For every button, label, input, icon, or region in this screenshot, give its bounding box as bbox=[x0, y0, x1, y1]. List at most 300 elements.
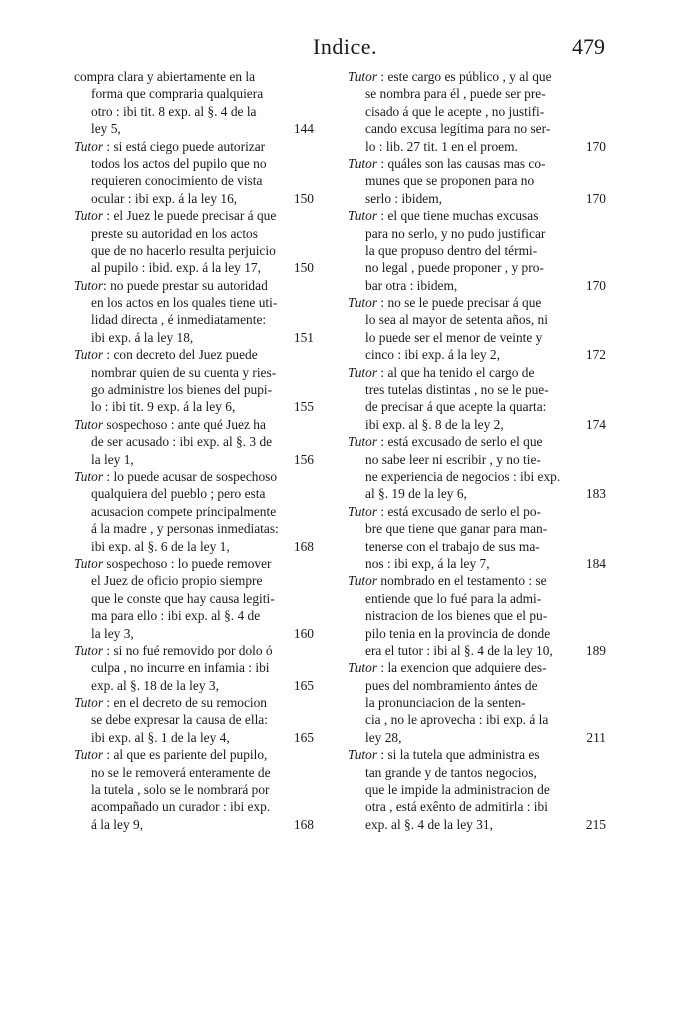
entry-line-text bbox=[365, 330, 542, 345]
index-entry bbox=[348, 659, 606, 746]
entry-term: Tutor bbox=[74, 416, 104, 432]
entry-text: ley 5, bbox=[91, 121, 121, 137]
entry-line-text bbox=[91, 156, 267, 171]
entry-line bbox=[74, 607, 314, 624]
entry-text: tres tutelas distintas , no se le pue- bbox=[365, 382, 549, 398]
entry-text: que le conste que hay causa legiti- bbox=[91, 590, 275, 606]
entry-text: : al que ha tenido el cargo de bbox=[377, 364, 535, 380]
page-header bbox=[90, 34, 605, 62]
entry-line-text bbox=[91, 521, 279, 536]
entry-text: todos los actos del pupilo que no bbox=[91, 155, 267, 171]
entry-line bbox=[348, 381, 606, 398]
entry-text: ocular : ibi exp. á la ley 16, bbox=[91, 190, 238, 206]
entry-line-text bbox=[91, 660, 269, 675]
page-reference: 170 bbox=[585, 277, 606, 293]
entry-line bbox=[348, 590, 606, 607]
page-reference: 150 bbox=[293, 190, 314, 206]
entry-line-text bbox=[365, 312, 548, 327]
entry-line-text bbox=[348, 504, 541, 519]
entry-line bbox=[74, 746, 314, 763]
entry-line bbox=[74, 798, 314, 815]
entry-term: Tutor bbox=[348, 660, 378, 676]
entry-text: : este cargo es público , y al que bbox=[377, 69, 552, 84]
entry-line-text bbox=[74, 278, 268, 293]
entry-line-text bbox=[365, 173, 534, 188]
entry-term: Tutor bbox=[348, 747, 378, 763]
entry-line-text bbox=[91, 782, 270, 797]
entry-term: Tutor bbox=[74, 208, 104, 224]
entry-line-text bbox=[365, 416, 504, 433]
page-reference: 215 bbox=[585, 816, 606, 832]
entry-text: que le impide la administracion de bbox=[365, 782, 550, 798]
entry-term: Tutor bbox=[74, 747, 104, 763]
entry-line bbox=[74, 659, 314, 676]
entry-line bbox=[74, 346, 314, 363]
entry-line bbox=[348, 816, 606, 833]
entry-line-text bbox=[365, 608, 547, 623]
page-reference: 150 bbox=[293, 260, 314, 276]
entry-line bbox=[74, 520, 314, 537]
entry-line-text bbox=[365, 555, 490, 572]
page-reference: 168 bbox=[293, 816, 314, 832]
entry-text: pilo tenia en la provincia de donde bbox=[365, 625, 551, 641]
entry-text: en los actos en los quales tiene uti- bbox=[91, 295, 278, 311]
entry-term: Tutor bbox=[348, 69, 378, 84]
entry-line bbox=[348, 659, 606, 676]
entry-text: de precisar á que acepte la quarta: bbox=[365, 399, 547, 415]
entry-line bbox=[348, 294, 606, 311]
entry-text: la ley 1, bbox=[91, 451, 134, 467]
entry-line bbox=[74, 138, 314, 155]
entry-text: go administre los bienes del pupi- bbox=[91, 382, 273, 398]
entry-term: Tutor bbox=[348, 573, 378, 589]
entry-line bbox=[74, 259, 314, 276]
entry-line-text bbox=[348, 573, 547, 588]
entry-line-text bbox=[91, 365, 276, 380]
page-reference: 155 bbox=[293, 399, 314, 415]
entry-line bbox=[74, 590, 314, 607]
entry-line-text bbox=[91, 295, 277, 310]
entry-text: entiende que lo fué para la admi- bbox=[365, 590, 542, 606]
entry-term: Tutor bbox=[348, 434, 378, 450]
entry-line-text bbox=[74, 208, 276, 223]
entry-line bbox=[348, 555, 606, 572]
page-reference: 172 bbox=[585, 347, 606, 363]
entry-line bbox=[348, 711, 606, 728]
entry-line bbox=[348, 225, 606, 242]
entry-text: se nombra para él , puede ser pre- bbox=[365, 86, 546, 102]
entry-line-text bbox=[365, 678, 538, 693]
entry-line-text bbox=[91, 329, 193, 346]
entry-text: lo : lib. 27 tit. 1 en el proem. bbox=[365, 138, 518, 154]
entry-text: bar otra : ibidem, bbox=[365, 277, 458, 293]
entry-line-text bbox=[91, 259, 261, 276]
entry-line-text bbox=[365, 521, 547, 536]
page-reference: 183 bbox=[585, 486, 606, 502]
page-reference: 189 bbox=[585, 642, 606, 658]
entry-term: Tutor bbox=[74, 468, 104, 484]
entry-line-text bbox=[91, 712, 268, 727]
entry-term: Tutor bbox=[74, 695, 104, 711]
page-reference: 211 bbox=[586, 729, 606, 745]
entry-line-text bbox=[365, 346, 500, 363]
entry-text: munes que se proponen para no bbox=[365, 173, 535, 189]
entry-line bbox=[74, 68, 314, 85]
index-entry bbox=[348, 68, 606, 155]
entry-line bbox=[74, 381, 314, 398]
entry-text: otra , está exênto de admitirla : ibi bbox=[365, 799, 548, 815]
entry-line bbox=[348, 729, 606, 746]
entry-term: Tutor bbox=[348, 295, 378, 311]
entry-text: nombrar quien de su cuenta y ries- bbox=[91, 364, 277, 380]
entry-line-text bbox=[365, 243, 537, 258]
page-number: 479 bbox=[572, 34, 605, 59]
entry-line-text bbox=[365, 382, 549, 397]
entry-text: no legal , puede proponer , y pro- bbox=[365, 260, 544, 276]
entry-line bbox=[74, 172, 314, 189]
entry-text: la ley 3, bbox=[91, 625, 134, 641]
entry-line bbox=[348, 103, 606, 120]
entry-line bbox=[74, 642, 314, 659]
entry-text: sospechoso : ante qué Juez ha bbox=[103, 416, 266, 432]
entry-line bbox=[74, 451, 314, 468]
entry-line bbox=[348, 416, 606, 433]
entry-text: : la exencion que adquiere des- bbox=[377, 660, 547, 676]
page-reference: 165 bbox=[293, 677, 314, 693]
index-entry bbox=[74, 642, 314, 694]
entry-text: : está excusado de serlo el po- bbox=[377, 503, 542, 519]
entry-line bbox=[74, 85, 314, 102]
entry-text: cisado á que le acepte , no justifi- bbox=[365, 103, 545, 119]
index-entry bbox=[74, 694, 314, 746]
entry-line bbox=[348, 277, 606, 294]
entry-line-text bbox=[91, 120, 121, 137]
entry-line bbox=[74, 242, 314, 259]
entry-line-text bbox=[74, 556, 272, 571]
entry-text: la tutela , solo se le nombrará por bbox=[91, 782, 270, 798]
entry-line bbox=[74, 329, 314, 346]
entry-text: : no puede prestar su autoridad bbox=[103, 277, 268, 293]
entry-line bbox=[74, 625, 314, 642]
entry-line bbox=[74, 677, 314, 694]
entry-text: : lo puede acusar de sospechoso bbox=[103, 468, 278, 484]
entry-line-text bbox=[365, 799, 548, 814]
entry-line-text bbox=[365, 816, 493, 833]
entry-line bbox=[74, 572, 314, 589]
page-reference: 156 bbox=[293, 451, 314, 467]
entry-line-text bbox=[365, 121, 550, 136]
entry-line bbox=[348, 311, 606, 328]
left-column bbox=[74, 68, 314, 833]
entry-text: ibi exp. al §. 8 de la ley 2, bbox=[365, 416, 504, 432]
entry-text: sospechoso : lo puede remover bbox=[103, 555, 272, 571]
entry-line bbox=[348, 694, 606, 711]
entry-text: : está excusado de serlo el que bbox=[377, 434, 543, 450]
entry-line bbox=[74, 503, 314, 520]
entry-text: lidad directa , é inmediatamente: bbox=[91, 312, 267, 328]
entry-line bbox=[74, 416, 314, 433]
entry-line bbox=[74, 294, 314, 311]
entry-text: : si está ciego puede autorizar bbox=[103, 138, 266, 154]
entry-line bbox=[348, 398, 606, 415]
entry-line bbox=[348, 642, 606, 659]
entry-text: : al que es pariente del pupilo, bbox=[103, 747, 268, 763]
entry-line bbox=[74, 433, 314, 450]
index-entry bbox=[74, 277, 314, 347]
entry-line bbox=[74, 485, 314, 502]
entry-text: cia , no le aprovecha : ibi exp. á la bbox=[365, 712, 549, 728]
entry-line-text bbox=[365, 138, 518, 155]
entry-term: Tutor bbox=[74, 347, 104, 363]
page-reference: 170 bbox=[585, 190, 606, 206]
index-entry bbox=[348, 155, 606, 207]
entry-text: á la madre , y personas inmediatas: bbox=[91, 521, 279, 537]
entry-line bbox=[348, 538, 606, 555]
index-entry bbox=[348, 503, 606, 573]
entry-text: nos : ibi exp, á la ley 7, bbox=[365, 555, 490, 571]
entry-text: á la ley 9, bbox=[91, 816, 144, 832]
entry-line-text bbox=[91, 799, 270, 814]
entry-term: Tutor bbox=[74, 277, 104, 293]
entry-line-text bbox=[348, 69, 552, 84]
entry-line bbox=[348, 764, 606, 781]
entry-text: preste su autoridad en los actos bbox=[91, 225, 258, 241]
entry-line bbox=[348, 798, 606, 815]
index-entry bbox=[348, 364, 606, 434]
entry-line-text bbox=[91, 816, 143, 833]
page-reference: 165 bbox=[293, 729, 314, 745]
entry-line bbox=[348, 677, 606, 694]
entry-line-text bbox=[365, 695, 526, 710]
entry-line bbox=[348, 607, 606, 624]
entry-text: el Juez de oficio propio siempre bbox=[91, 573, 263, 589]
index-entry bbox=[74, 468, 314, 555]
entry-text: era el tutor : ibi al §. 4 de la ley 10, bbox=[365, 642, 553, 658]
entry-line bbox=[348, 259, 606, 276]
entry-line bbox=[74, 398, 314, 415]
entry-text: : no se le puede precisar á que bbox=[377, 295, 542, 311]
entry-line-text bbox=[74, 347, 258, 362]
entry-line bbox=[348, 207, 606, 224]
entry-text: ibi exp. al §. 1 de la ley 4, bbox=[91, 729, 230, 745]
entry-term: Tutor bbox=[74, 642, 104, 658]
entry-line bbox=[74, 311, 314, 328]
entry-text: cinco : ibi exp. á la ley 2, bbox=[365, 347, 500, 363]
entry-line bbox=[74, 555, 314, 572]
page-reference: 170 bbox=[585, 138, 606, 154]
entry-line bbox=[348, 346, 606, 363]
index-entry bbox=[74, 555, 314, 642]
entry-line-text bbox=[365, 277, 457, 294]
entry-text: ne experiencia de negocios : ibi exp. bbox=[365, 468, 561, 484]
entry-line-text bbox=[91, 173, 262, 188]
entry-text: tan grande y de tantos negocios, bbox=[365, 764, 537, 780]
entry-line bbox=[348, 746, 606, 763]
entry-line bbox=[74, 277, 314, 294]
entry-line bbox=[74, 190, 314, 207]
entry-line-text bbox=[365, 782, 550, 797]
entry-line-text bbox=[365, 104, 544, 119]
entry-line bbox=[74, 764, 314, 781]
entry-text: ibi exp. al §. 6 de la ley 1, bbox=[91, 538, 230, 554]
entry-line bbox=[348, 364, 606, 381]
entry-text: exp. al §. 18 de la ley 3, bbox=[91, 677, 219, 693]
page-reference: 144 bbox=[293, 121, 314, 137]
entry-line-text bbox=[365, 539, 540, 554]
entry-line-text bbox=[91, 729, 230, 746]
index-entry bbox=[74, 416, 314, 468]
index-entry bbox=[348, 207, 606, 294]
entry-line-text bbox=[91, 312, 266, 327]
entry-text: ibi exp. á la ley 18, bbox=[91, 329, 194, 345]
entry-line-text bbox=[365, 260, 544, 275]
entry-line bbox=[74, 155, 314, 172]
entry-line-text bbox=[74, 695, 267, 710]
entry-text: lo puede ser el menor de veinte y bbox=[365, 329, 543, 345]
entry-line-text bbox=[365, 765, 537, 780]
index-entry bbox=[74, 746, 314, 833]
entry-text: lo : ibi tit. 9 exp. á la ley 6, bbox=[91, 399, 236, 415]
entry-line bbox=[348, 155, 606, 172]
entry-text: nistracion de los bienes que el pu- bbox=[365, 608, 548, 624]
entry-line bbox=[348, 138, 606, 155]
entry-text: la que propuso dentro del térmi- bbox=[365, 242, 538, 258]
entry-text: compra clara y abiertamente en la bbox=[74, 69, 256, 84]
entry-line bbox=[348, 190, 606, 207]
entry-text: : el Juez le puede precisar á que bbox=[103, 208, 277, 224]
entry-line bbox=[348, 433, 606, 450]
entry-text: tenerse con el trabajo de sus ma- bbox=[365, 538, 540, 554]
entry-line-text bbox=[365, 642, 553, 659]
entry-text: acompañado un curador : ibi exp. bbox=[91, 799, 271, 815]
entry-text: ma para ello : ibi exp. al §. 4 de bbox=[91, 608, 261, 624]
entry-line-text bbox=[365, 712, 548, 727]
entry-text: se debe expresar la causa de ella: bbox=[91, 712, 268, 728]
entry-line-text bbox=[365, 591, 541, 606]
index-entry bbox=[74, 68, 314, 138]
entry-line bbox=[348, 520, 606, 537]
entry-line bbox=[348, 329, 606, 346]
entry-text: : si la tutela que administra es bbox=[377, 747, 540, 763]
entry-line-text bbox=[365, 226, 545, 241]
entry-line-text bbox=[348, 660, 547, 675]
entry-line bbox=[348, 451, 606, 468]
entry-text: no sabe leer ni escribir , y no tie- bbox=[365, 451, 541, 467]
entry-line-text bbox=[91, 86, 263, 101]
entry-text: nombrado en el testamento : se bbox=[377, 573, 547, 589]
entry-line bbox=[348, 468, 606, 485]
entry-line-text bbox=[74, 139, 265, 154]
entry-term: Tutor bbox=[348, 364, 378, 380]
entry-line bbox=[348, 572, 606, 589]
entry-line bbox=[348, 68, 606, 85]
entry-text: exp. al §. 4 de la ley 31, bbox=[365, 816, 493, 832]
entry-text: bre que tiene que ganar para man- bbox=[365, 521, 548, 537]
entry-line bbox=[74, 816, 314, 833]
entry-text: : si no fué removido por dolo ó bbox=[103, 642, 273, 658]
entry-line-text bbox=[91, 434, 272, 449]
entry-text: otro : ibi tit. 8 exp. al §. 4 de la bbox=[91, 103, 257, 119]
index-entry bbox=[348, 572, 606, 659]
entry-line-text bbox=[365, 469, 560, 484]
entry-line bbox=[74, 364, 314, 381]
index-entry bbox=[348, 746, 606, 833]
entry-text: serlo : ibidem, bbox=[365, 190, 442, 206]
index-entry bbox=[348, 433, 606, 503]
entry-text: : el que tiene muchas excusas bbox=[377, 208, 539, 224]
entry-line-text bbox=[365, 86, 546, 101]
entry-text: : quáles son las causas mas co- bbox=[377, 155, 546, 171]
entry-line-text bbox=[348, 156, 546, 171]
entry-line-text bbox=[91, 190, 237, 207]
entry-line-text bbox=[91, 226, 258, 241]
entry-line-text bbox=[348, 365, 534, 380]
entry-line-text bbox=[91, 765, 271, 780]
entry-line-text bbox=[91, 625, 134, 642]
entry-line bbox=[348, 485, 606, 502]
entry-line-text bbox=[348, 747, 540, 762]
entry-line bbox=[74, 781, 314, 798]
entry-line-text bbox=[365, 485, 467, 502]
entry-line-text bbox=[74, 747, 267, 762]
entry-line bbox=[348, 625, 606, 642]
entry-line bbox=[348, 85, 606, 102]
page-reference: 151 bbox=[293, 329, 314, 345]
entry-line-text bbox=[74, 69, 255, 84]
entry-text: la pronunciacion de la senten- bbox=[365, 695, 526, 711]
entry-line bbox=[348, 781, 606, 798]
entry-line bbox=[74, 120, 314, 137]
entry-line bbox=[74, 225, 314, 242]
page-reference: 184 bbox=[585, 555, 606, 571]
entry-term: Tutor bbox=[348, 503, 378, 519]
entry-line-text bbox=[91, 382, 272, 397]
page-reference: 160 bbox=[293, 625, 314, 641]
entry-text: de ser acusado : ibi exp. al §. 3 de bbox=[91, 434, 273, 450]
entry-line bbox=[348, 120, 606, 137]
entry-line bbox=[74, 207, 314, 224]
entry-text: al pupilo : ibid. exp. á la ley 17, bbox=[91, 260, 261, 276]
entry-text: : con decreto del Juez puede bbox=[103, 347, 258, 363]
entry-term: Tutor bbox=[74, 555, 104, 571]
entry-line-text bbox=[74, 417, 266, 432]
page-title: Indice. bbox=[313, 34, 377, 59]
entry-line-text bbox=[91, 104, 257, 119]
entry-text: que de no hacerlo resulta perjuicio bbox=[91, 242, 276, 258]
entry-term: Tutor bbox=[348, 208, 378, 224]
entry-line bbox=[74, 729, 314, 746]
entry-line bbox=[74, 538, 314, 555]
entry-text: pues del nombramiento ántes de bbox=[365, 677, 538, 693]
entry-text: no se le removerá enteramente de bbox=[91, 764, 271, 780]
entry-line bbox=[348, 242, 606, 259]
index-entry bbox=[74, 207, 314, 277]
entry-line-text bbox=[91, 486, 265, 501]
entry-text: forma que compraria qualquiera bbox=[91, 86, 264, 102]
entry-term: Tutor bbox=[348, 155, 378, 171]
entry-line bbox=[74, 694, 314, 711]
entry-text: lo sea al mayor de setenta años, ni bbox=[365, 312, 548, 328]
entry-line-text bbox=[91, 591, 275, 606]
entry-text: ley 28, bbox=[365, 729, 402, 745]
entry-line bbox=[348, 172, 606, 189]
index-entry bbox=[74, 138, 314, 208]
entry-line-text bbox=[348, 434, 543, 449]
entry-line-text bbox=[365, 452, 541, 467]
entry-text: culpa , no incurre en infamia : ibi bbox=[91, 660, 270, 676]
entry-line-text bbox=[91, 451, 134, 468]
entry-line-text bbox=[365, 190, 442, 207]
